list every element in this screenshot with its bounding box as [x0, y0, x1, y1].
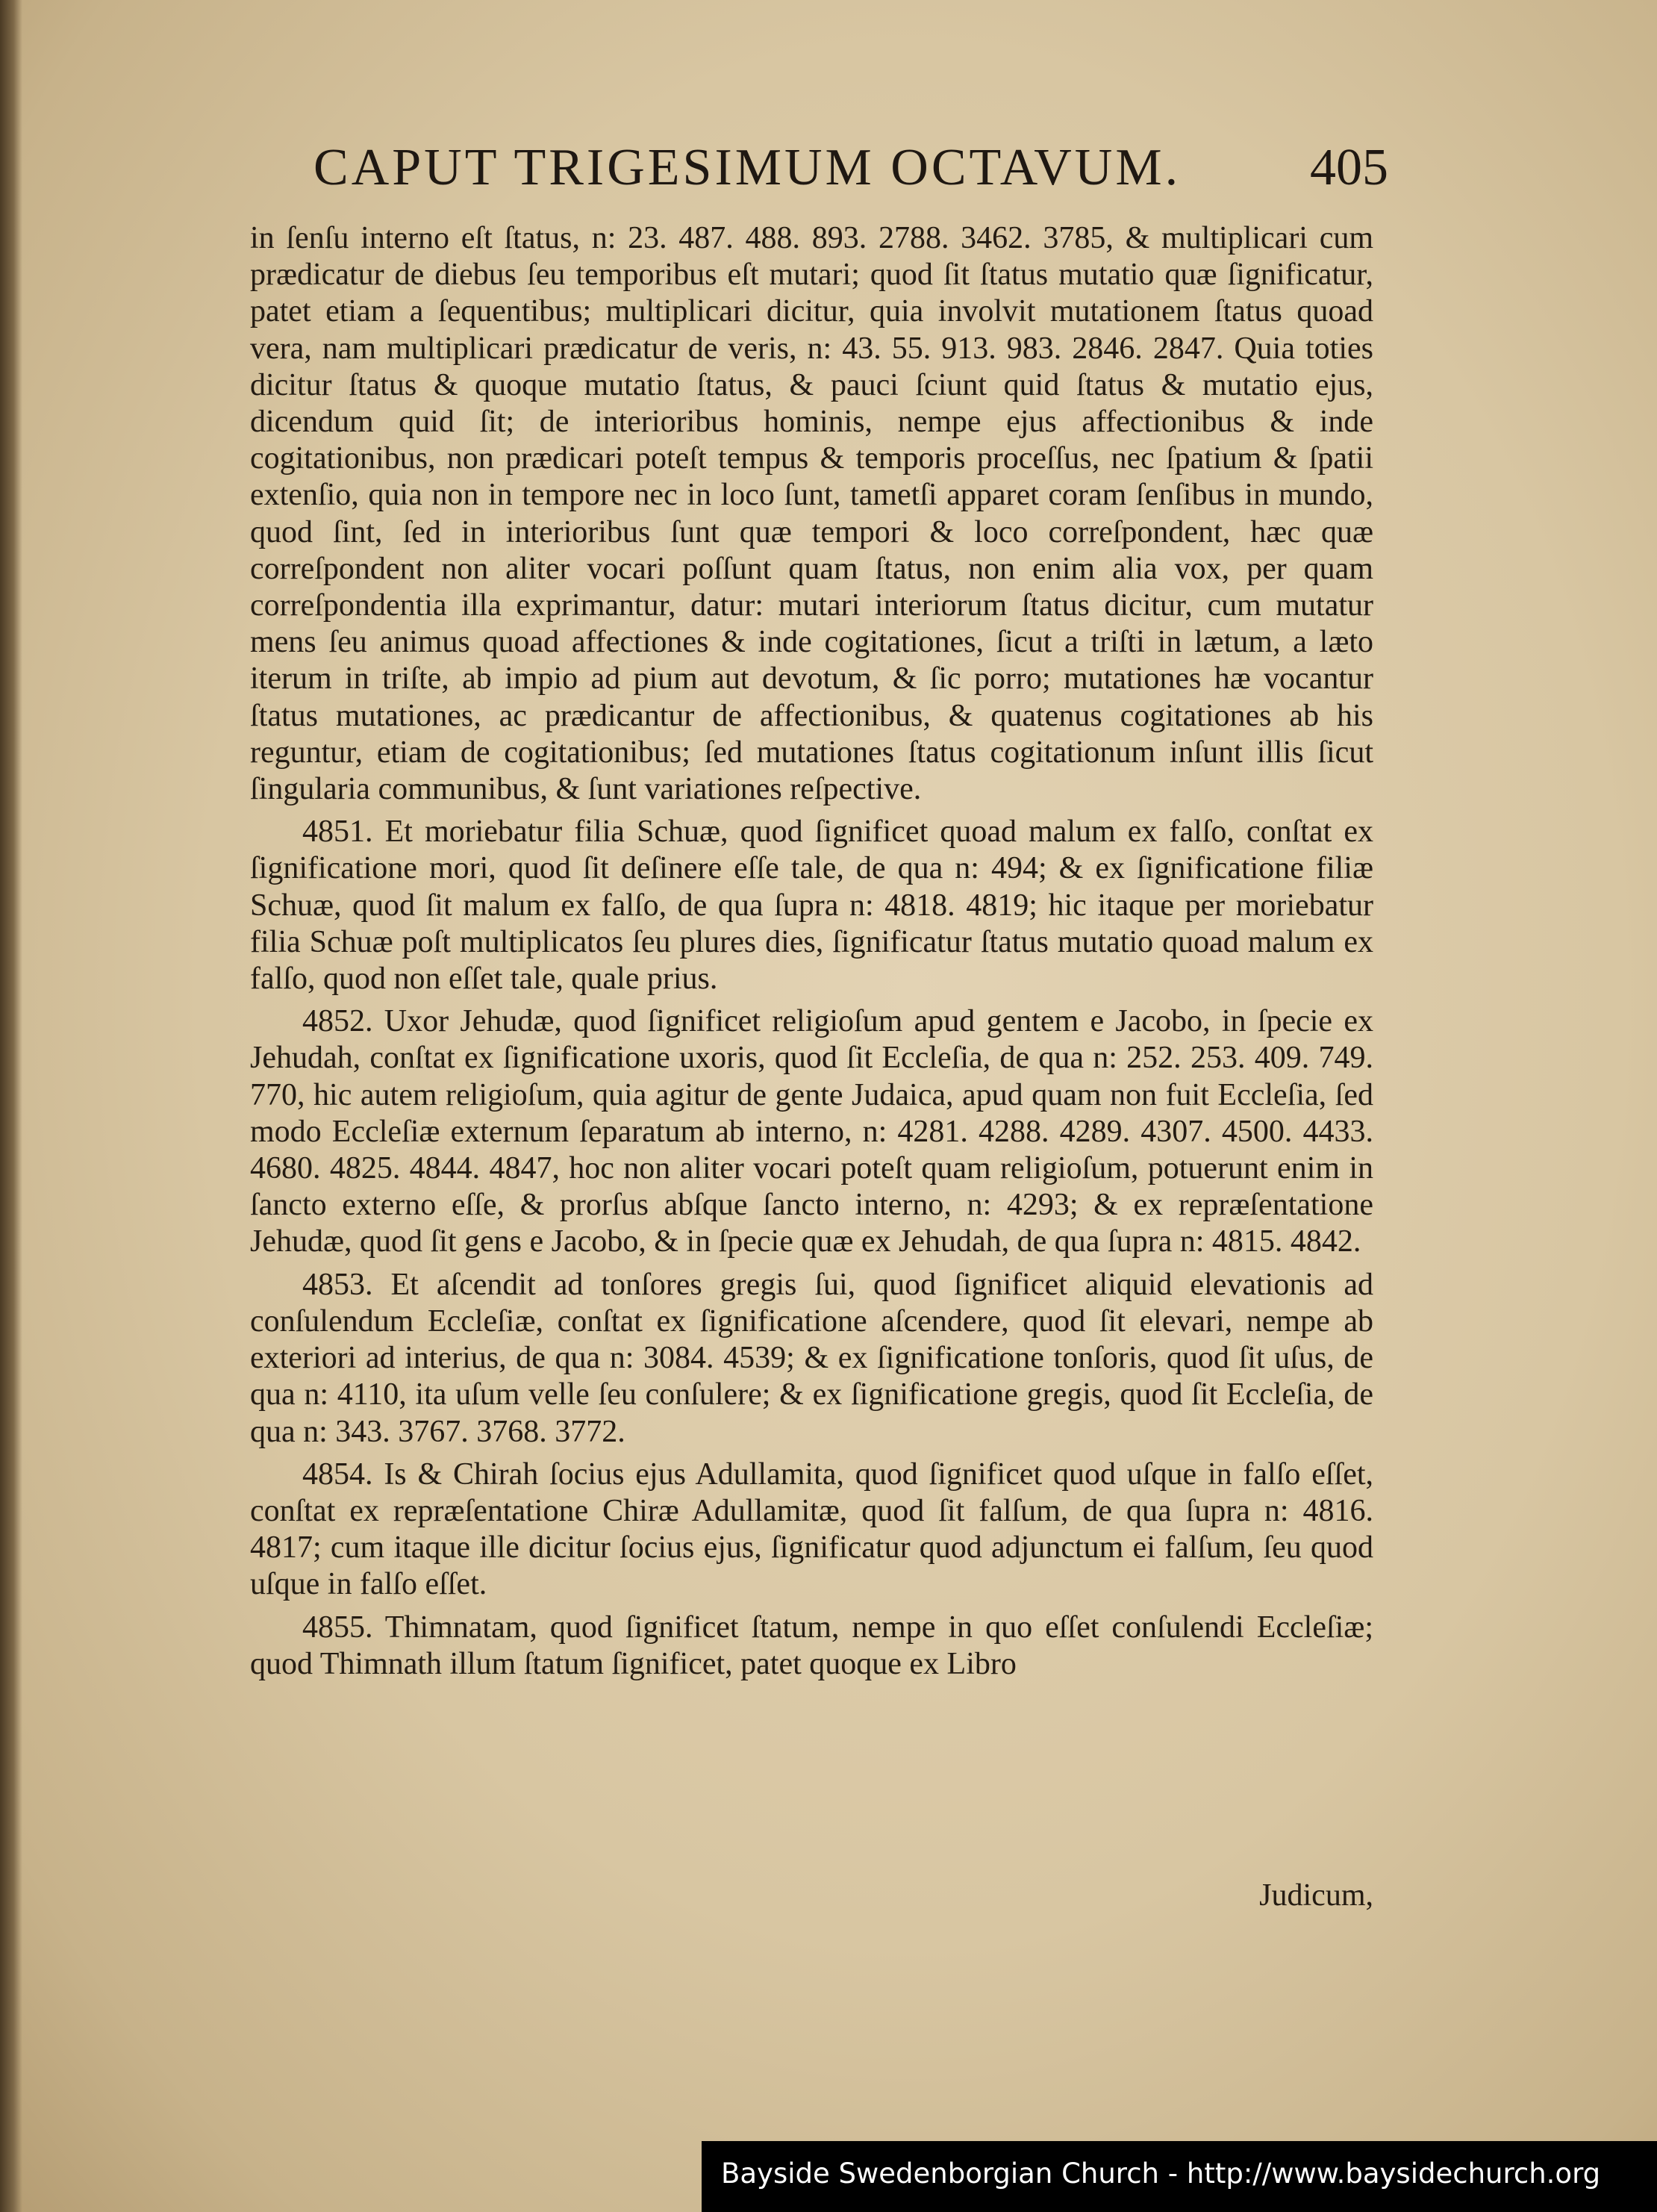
body-text [250, 220, 1373, 1689]
page-header [313, 138, 1388, 220]
paragraph-4855: 4855. Thimnatam, quod ſignificet ſtatum, nempe in quo eſſet conſulendi Eccleſiæ; quod Thimnath illum ſtatum ſignificet, patet quoque ex Libro [250, 1610, 1373, 1681]
paragraph-continuation: in ſenſu interno eſt ſtatus, n: 23. 487. 488. 893. 2788. 3462. 3785, & multiplicari cum prædicatur de diebus ſeu temporibus eſt mutari; quod ſit ſtatus mutatio quæ ſignificatur, patet etiam a ſequentibus; multiplicari dicitur, quia involvit mutationem ſtatus quoad vera, nam multiplicari prædicatur de veris, n: 43. 55. 913. 983. 2846. 2847. Quia toties dicitur ſtatus & quoque mutatio ſtatus, & pauci ſciunt quid ſtatus & mutatio ejus, dicendum quid ſit; de interioribus hominis, nempe ejus affectionibus & inde cogitationibus, non prædicari poteſt tempus & temporis proceſſus, nec ſpatium & ſpatii extenſio, quia non in tempore nec in loco ſunt, tametſi apparet coram ſenſibus in mundo, quod ſint, ſed in interioribus ſunt quæ tempori & loco correſpondent, hæc quæ correſpondent non aliter vocari poſſunt quam ſtatus, non enim alia vox, per quam correſpondentia illa exprimantur, datur: mutari interiorum ſtatus dicitur, cum mutatur mens ſeu animus quoad affectiones & inde cogitationes, ſicut a triſti in lætum, a læto iterum in triſte, ab impio ad pium aut devotum, & ſic porro; mutationes hæ vocantur ſtatus mutationes, ac prædicantur de affectionibus, & quatenus cogitationes ab his reguntur, etiam de cogitationibus; ſed mutationes ſtatus cogitationum inſunt illis ſicut ſingularia communibus, & ſunt variationes reſpective. [250, 221, 1373, 807]
page-number: 405 [1310, 139, 1388, 196]
binding-gutter [0, 0, 22, 2212]
paragraph-4852: 4852. Uxor Jehudæ, quod ſignificet religioſum apud gentem e Jacobo, in ſpecie ex Jehudah, conſtat ex ſignificatione uxoris, quod ſit Eccleſia, de qua n: 252. 253. 409. 749. 770, hic autem religioſum, quia agitur de gente Judaica, apud quam non fuit Eccleſia, ſed modo Eccleſiæ externum ſeparatum ab interno, n: 4281. 4288. 4289. 4307. 4500. 4433. 4680. 4825. 4844. 4847, hoc non aliter vocari poteſt quam religioſum, potuerunt enim in ſancto externo eſſe, & prorſus abſque ſancto interno, n: 4293; & ex repræſentatione Jehudæ, quod ſit gens e Jacobo, & in ſpecie quæ ex Jehudah, de qua ſupra n: 4815. 4842. [250, 1004, 1373, 1259]
paragraph-4853: 4853. Et aſcendit ad tonſores gregis ſui, quod ſignificet aliquid elevationis ad conſulendum Eccleſiæ, conſtat ex ſignificatione aſcendere, quod ſit elevari, nempe ab exteriori ad interius, de qua n: 3084. 4539; & ex ſignificatione tonſoris, quod ſit uſus, de qua n: 4110, ita uſum velle ſeu conſulere; & ex ſignificatione gregis, quod ſit Eccleſia, de qua n: 343. 3767. 3768. 3772. [250, 1267, 1373, 1449]
running-title: CAPUT TRIGESIMUM OCTAVUM. [313, 139, 1182, 196]
catchword: Judicum, [1259, 1878, 1373, 1913]
watermark-banner [702, 2141, 1657, 2212]
paragraph-4851: 4851. Et moriebatur filia Schuæ, quod ſignificet quoad malum ex falſo, conſtat ex ſignificatione mori, quod ſit deſinere eſſe tale, de qua n: 494; & ex ſignificatione filiæ Schuæ, quod ſit malum ex falſo, de qua ſupra n: 4818. 4819; hic itaque per moriebatur filia Schuæ poſt multiplicatos ſeu plures dies, ſignificatur ſtatus mutatio quoad malum ex falſo, quod non eſſet tale, quale prius. [250, 814, 1373, 997]
paragraph-4854: 4854. Is & Chirah ſocius ejus Adullamita, quod ſignificet quod uſque in falſo eſſet, conſtat ex repræſentatione Chiræ Adullamitæ, quod ſit falſum, de qua ſupra n: 4816. 4817; cum itaque ille dicitur ſocius ejus, ſignificatur quod adjunctum ei falſum, ſeu quod uſque in falſo eſſet. [250, 1457, 1373, 1602]
watermark-text: Bayside Swedenborgian Church - http://www.baysidechurch.org [721, 2158, 1601, 2190]
